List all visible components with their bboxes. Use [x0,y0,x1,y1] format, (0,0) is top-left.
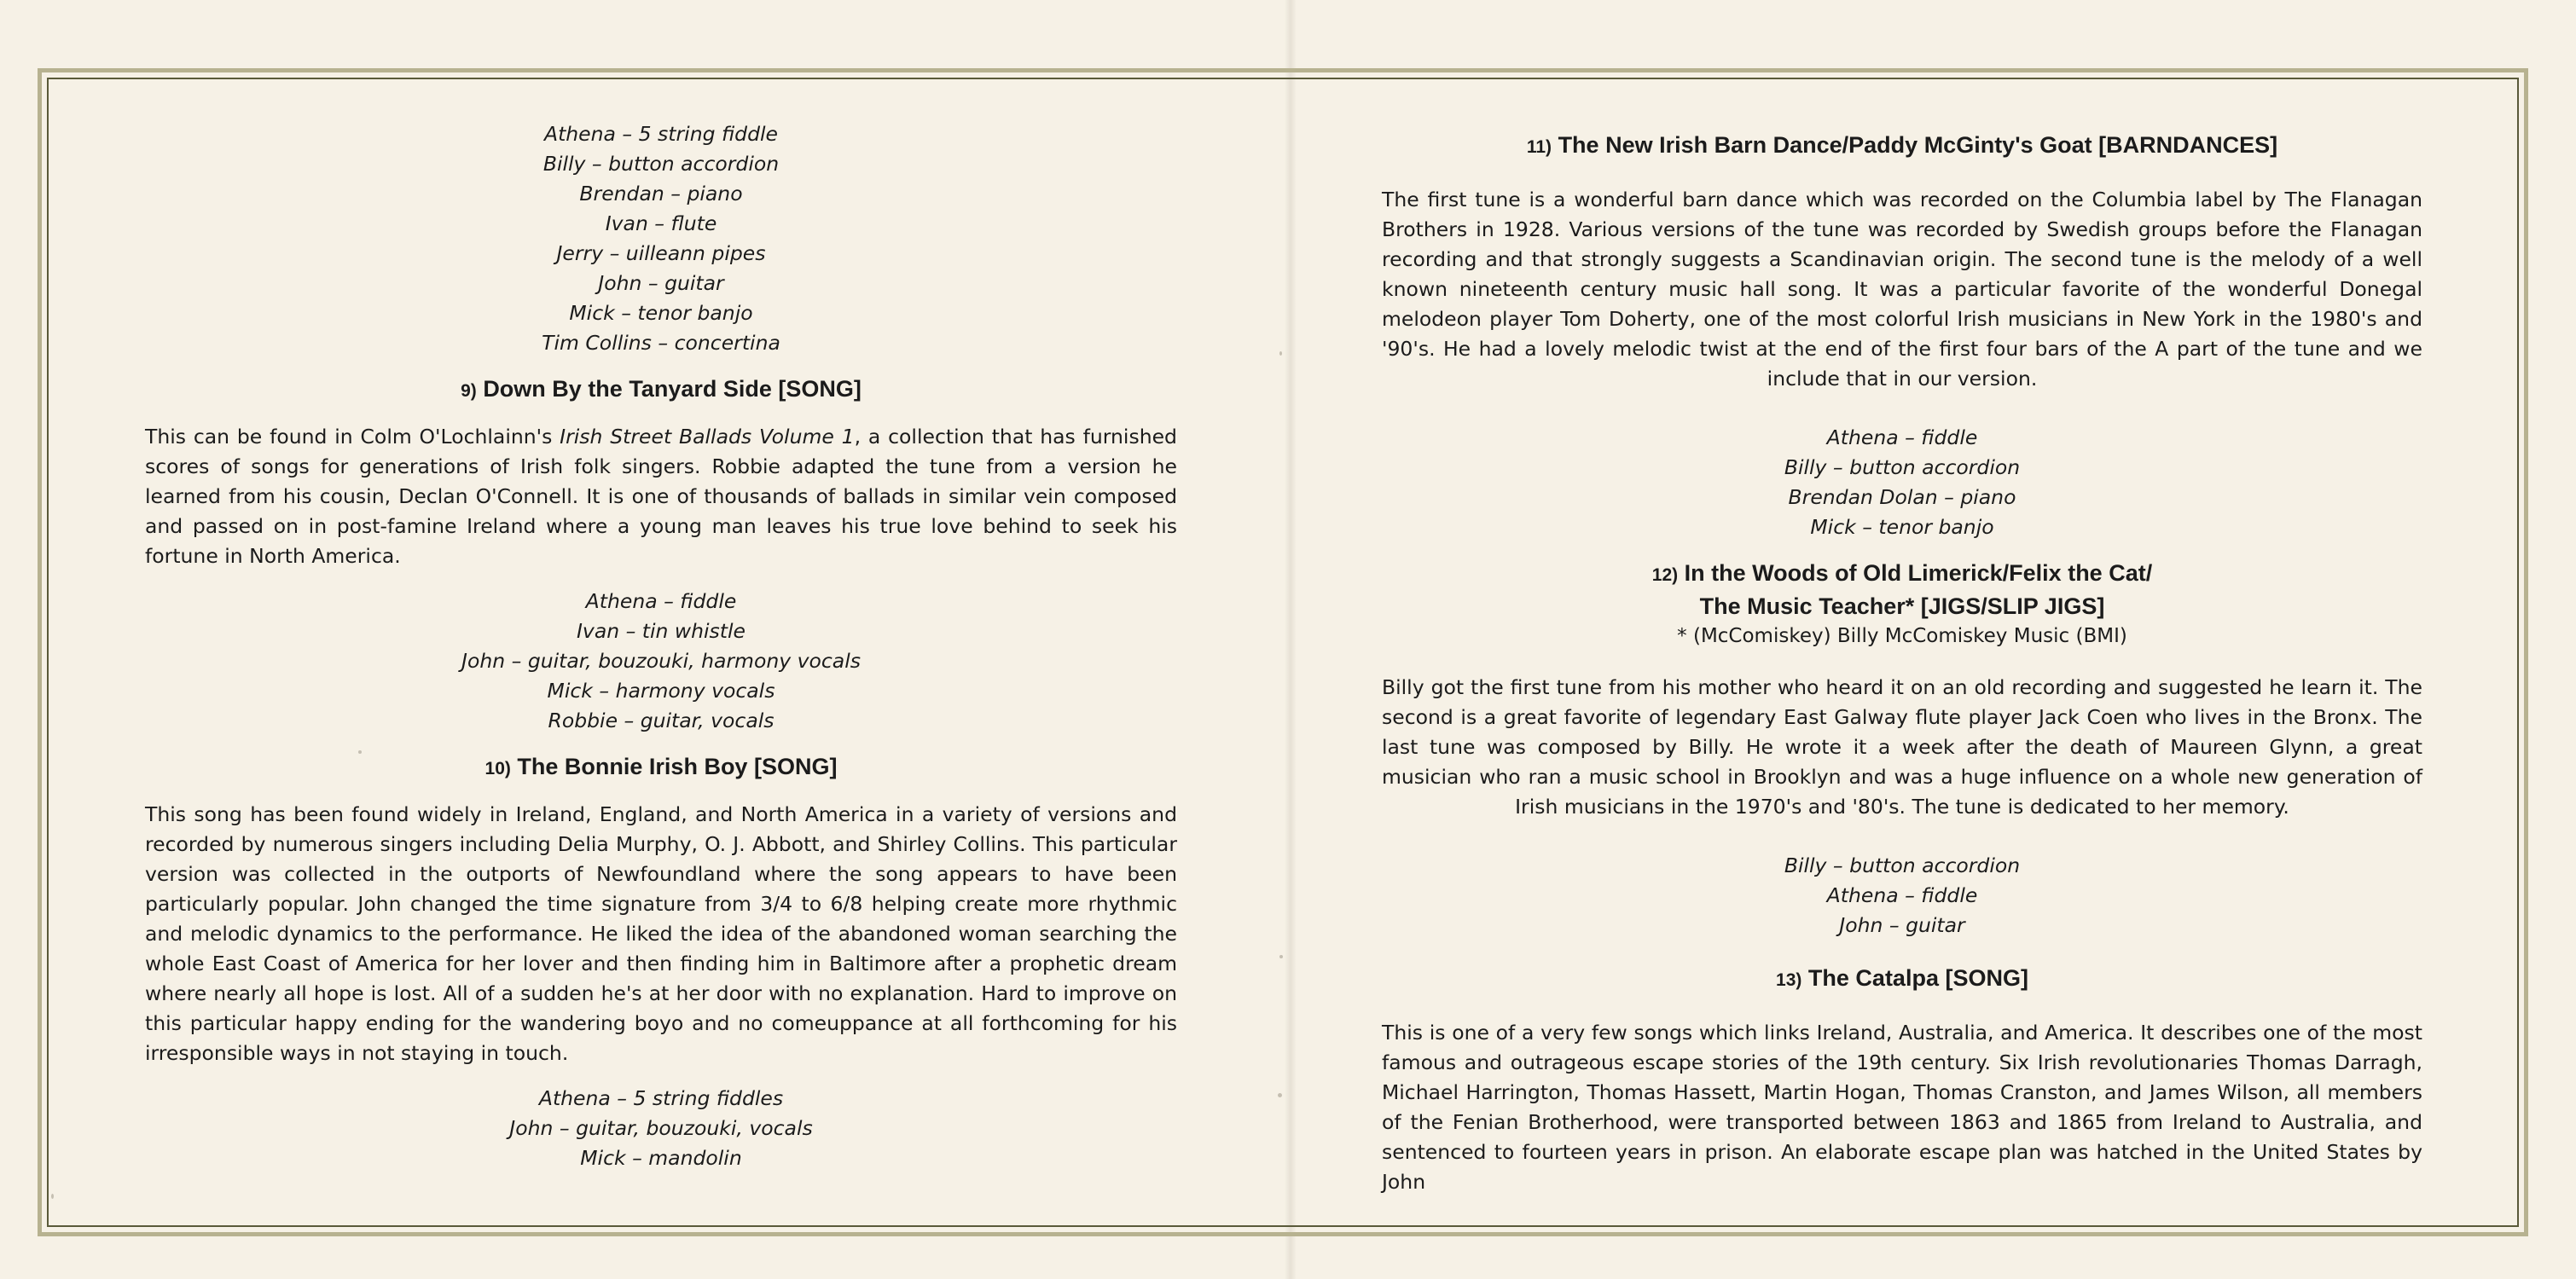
paper-speck [51,1194,54,1199]
track-number: 11) [1526,137,1552,157]
track-10-description: This song has been found widely in Ireland, England, and North America in a variety of versions and recorded by numerous singers including Delia Murphy, O. J. Abbott, and Shirley Collins. This particular version was collected in the outports of Newfoundland where the song appears to have been particularly popular. John changed the time signature from 3/4 to 6/8 helping create more rhythmic and melodic dynamics to the performance. He liked the idea of the abandoned woman searching the whole East Coast of America for her lover and then finding him in Baltimore after a prophetic dream where nearly all hope is lost. All of a sudden he's at her door with no explanation. Hard to improve on this particular happy ending for the wandering boyo and no comeuppance at all forthcoming for his irresponsible ways in not staying in touch. [145,802,1177,1065]
credit-line: John – guitar [598,271,724,295]
credit-line: Athena – 5 string fiddles [538,1086,784,1110]
track-12-description: Billy got the first tune from his mother who heard it on an old recording and suggested he learn it. The second is a great favorite of legendary East Galway flute player Jack Coen who lives in the Bronx. The last tune was composed by Billy. He wrote it a week after the death of Maureen Glynn, a great musician who ran a music school in Brooklyn and was a huge influence on a whole new generation of Irish musicians in the 1970's and '80's. The tune is dedicated to her memory. [1382,675,2422,819]
credit-line: Robbie – guitar, vocals [548,709,775,732]
track-13-description: This is one of a very few songs which links Ireland, Australia, and America. It describes one of the most famous and outrageous escape stories of the 19th century. Six Irish revolutionaries Thomas Darragh, Michael Harrington, Thomas Hassett, Martin Hogan, Thomas Cranston, and James Wilson, all members of the Fenian Brotherhood, were transported between 1863 and 1865 from Ireland to Australia, and sentenced to fourteen years in prison. An elaborate escape plan was hatched in the United States by John [1382,1021,2422,1194]
track-12-heading [1382,558,2422,591]
credit-line: Athena – fiddle [1826,425,1978,449]
credit-line: Brendan Dolan – piano [1788,485,2016,509]
credit-line: Mick – tenor banjo [569,301,753,325]
track-9-credits [145,587,1177,736]
credit-line: Mick – harmony vocals [547,679,775,703]
credit-line: John – guitar, bouzouki, harmony vocals [461,649,861,673]
track-10-heading [145,751,1177,784]
track-10-credits [145,1084,1177,1173]
track-title: In the Woods of Old Limerick/Felix the Cat/ [1684,560,2153,586]
credit-line: Billy – button accordion [1784,854,2021,877]
track-title: Down By the Tanyard Side [SONG] [483,376,862,402]
paper-speck [1278,1093,1282,1097]
credit-line: Brendan – piano [579,182,743,205]
track-11-description: The first tune is a wonderful barn dance which was recorded on the Columbia label by The Flanagan Brothers in 1928. Various versions of the tune was recorded by Swedish groups before the Flanagan recording and that strongly suggests a Scandinavian origin. The second tune is the melody of a well known nineteenth century music hall song. It was a particular favorite of the wonderful Donegal melodeon player Tom Doherty, one of the most colorful Irish musicians in New York in the 1980's and '90's. He had a lovely melodic twist at the end of the first four bars of the A part of the tune and we include that in our version. [1382,188,2422,391]
credit-line: John – guitar, bouzouki, vocals [509,1116,813,1140]
credit-line: John – guitar [1839,913,1965,937]
paper-speck [1279,351,1282,356]
track-12-publisher: * (McComiskey) Billy McComiskey Music (BMI) [1677,625,2127,647]
credit-line: Ivan – tin whistle [576,619,746,643]
track-number: 9) [461,381,477,401]
credit-line: Athena – fiddle [1826,883,1978,907]
credit-line: Mick – mandolin [580,1146,742,1170]
credit-line: Jerry – uilleann pipes [556,241,766,265]
book-title: Irish Street Ballads Volume 1 [560,425,855,449]
credit-line: Tim Collins – concertina [542,331,780,355]
right-page [1382,130,2422,1197]
description-text: This can be found in Colm O'Lochlainn's [145,425,560,449]
track-11-heading [1382,130,2422,163]
track-number: 10) [484,759,511,778]
track-title: The Catalpa [SONG] [1807,965,2028,991]
track-13-heading [1382,963,2422,996]
credit-line: Athena – fiddle [585,589,737,613]
intro-credits [145,119,1177,358]
track-number: 12) [1651,565,1679,585]
track-title: The Bonnie Irish Boy [SONG] [517,754,838,779]
track-title: The New Irish Barn Dance/Paddy McGinty's Goat [BARNDANCES] [1558,132,2278,158]
credit-line: Ivan – flute [605,211,717,235]
credit-line: Billy – button accordion [542,152,780,176]
credit-line: Mick – tenor banjo [1810,515,1994,539]
credit-line: Billy – button accordion [1784,455,2021,479]
paper-speck [1279,955,1283,958]
track-9-description [145,422,1177,571]
track-number: 13) [1776,970,1802,990]
description-text: , a collection that has furnished scores of songs for generations of Irish folk singers. Robbie adapted the tune from a version he learned from his cousin, Declan O'Connell. It is one of thousands of ballads in similar vein composed and passed on in post-famine Ireland where a young man leaves his true love behind to seek his fortune in North America. [145,425,1177,568]
paper-speck [358,750,362,754]
track-9-heading [145,373,1177,407]
track-12-heading-line2: The Music Teacher* [JIGS/SLIP JIGS] [1699,593,2105,619]
credit-line: Athena – 5 string fiddle [544,122,778,146]
track-12-credits [1382,851,2422,940]
track-11-credits [1382,423,2422,542]
left-page [145,119,1177,1173]
